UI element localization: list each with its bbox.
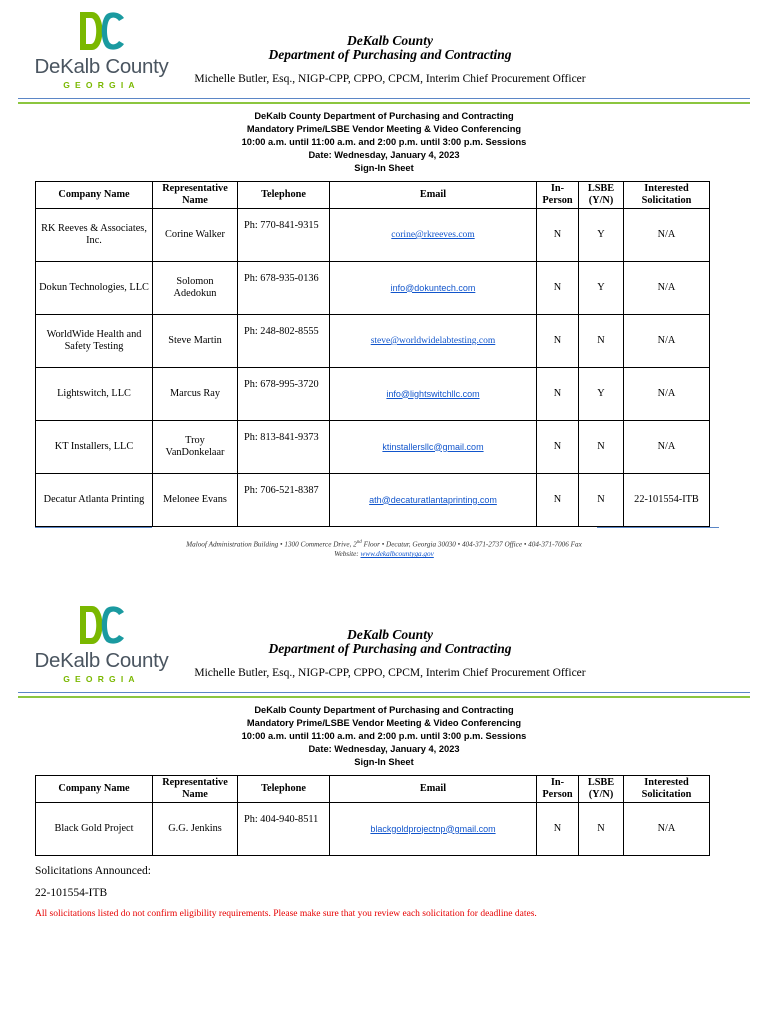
header-rule-green bbox=[18, 696, 750, 698]
col-interested: Interested Solicitation bbox=[624, 776, 710, 803]
telephone: Ph: 813-841-9373 bbox=[238, 421, 330, 474]
dc-logo-mark-icon bbox=[76, 10, 128, 54]
lsbe: Y bbox=[579, 262, 624, 315]
rep-name: G.G. Jenkins bbox=[153, 803, 238, 856]
interested-solicitation: N/A bbox=[624, 803, 710, 856]
company-name: WorldWide Health and Safety Testing bbox=[36, 315, 153, 368]
rep-name: Solomon Adedokun bbox=[153, 262, 238, 315]
meeting-line-1: DeKalb County Department of Purchasing and Contracting bbox=[254, 111, 514, 121]
email-link[interactable]: ath@decaturatlantaprinting.com bbox=[369, 494, 497, 505]
in-person: N bbox=[537, 803, 579, 856]
header-rule-blue bbox=[18, 98, 750, 99]
interested-solicitation: N/A bbox=[624, 262, 710, 315]
company-name: Decatur Atlanta Printing bbox=[36, 474, 153, 527]
header-department: Department of Purchasing and Contracting bbox=[268, 641, 512, 656]
logo-sub: GEORGIA bbox=[63, 80, 140, 90]
rep-name: Melonee Evans bbox=[153, 474, 238, 527]
logo-name: DeKalb County bbox=[34, 649, 169, 672]
interested-solicitation: N/A bbox=[624, 421, 710, 474]
rep-name: Troy VanDonkelaar bbox=[153, 421, 238, 474]
telephone: Ph: 770-841-9315 bbox=[238, 209, 330, 262]
footer bbox=[0, 538, 768, 559]
solicitations-label: Solicitations Announced: bbox=[35, 865, 151, 877]
email-link[interactable]: corine@rkreeves.com bbox=[391, 230, 475, 240]
col-email: Email bbox=[330, 182, 537, 209]
telephone: Ph: 248-802-8555 bbox=[238, 315, 330, 368]
lsbe: N bbox=[579, 474, 624, 527]
lsbe: N bbox=[579, 803, 624, 856]
telephone: Ph: 404-940-8511 bbox=[238, 803, 330, 856]
telephone: Ph: 678-995-3720 bbox=[238, 368, 330, 421]
company-name: RK Reeves & Associates, Inc. bbox=[36, 209, 153, 262]
table-header-row bbox=[36, 776, 710, 803]
header-rule-blue bbox=[18, 692, 750, 693]
footer-website: Website: www.dekalbcountyga.gov bbox=[334, 550, 434, 559]
meeting-line-2: Mandatory Prime/LSBE Vendor Meeting & Video Conferencing bbox=[246, 124, 522, 134]
col-company: Company Name bbox=[36, 182, 153, 209]
table-row bbox=[36, 315, 710, 368]
footer-rule-left bbox=[35, 527, 152, 528]
col-rep: Representative Name bbox=[153, 776, 238, 803]
email-link[interactable]: info@lightswitchllc.com bbox=[386, 388, 480, 399]
col-lsbe: LSBE (Y/N) bbox=[579, 776, 624, 803]
rep-name: Steve Martin bbox=[153, 315, 238, 368]
in-person: N bbox=[537, 421, 579, 474]
in-person: N bbox=[537, 262, 579, 315]
lsbe: Y bbox=[579, 368, 624, 421]
table-row bbox=[36, 209, 710, 262]
email-link[interactable]: ktinstallersllc@gmail.com bbox=[382, 441, 484, 452]
col-in-person: In-Person bbox=[537, 776, 579, 803]
col-interested: Interested Solicitation bbox=[624, 182, 710, 209]
email-link[interactable]: info@dokuntech.com bbox=[390, 282, 476, 293]
dc-logo-mark-icon bbox=[76, 604, 128, 648]
col-telephone: Telephone bbox=[238, 776, 330, 803]
table-row bbox=[36, 262, 710, 315]
col-email: Email bbox=[330, 776, 537, 803]
header-officer: Michelle Butler, Esq., NIGP-CPP, CPPO, CPCM, Interim Chief Procurement Officer bbox=[194, 667, 586, 679]
rep-name: Marcus Ray bbox=[153, 368, 238, 421]
col-lsbe: LSBE (Y/N) bbox=[579, 182, 624, 209]
in-person: N bbox=[537, 368, 579, 421]
footer-rule-right bbox=[597, 527, 719, 528]
company-name: Dokun Technologies, LLC bbox=[36, 262, 153, 315]
lsbe: Y bbox=[579, 209, 624, 262]
header-department: Department of Purchasing and Contracting bbox=[268, 47, 512, 62]
in-person: N bbox=[537, 315, 579, 368]
company-name: Black Gold Project bbox=[36, 803, 153, 856]
company-name: Lightswitch, LLC bbox=[36, 368, 153, 421]
logo-sub: GEORGIA bbox=[63, 674, 140, 684]
dekalb-logo bbox=[34, 604, 169, 684]
table-header-row bbox=[36, 182, 710, 209]
interested-solicitation: N/A bbox=[624, 209, 710, 262]
interested-solicitation: 22-101554-ITB bbox=[624, 474, 710, 527]
solicitation-note: All solicitations listed do not confirm eligibility requirements. Please make sure that you review each solicitation for deadline dates. bbox=[35, 909, 537, 919]
sign-in-title: Sign-In Sheet bbox=[354, 163, 414, 173]
telephone: Ph: 706-521-8387 bbox=[238, 474, 330, 527]
table-row bbox=[36, 803, 710, 856]
header-officer: Michelle Butler, Esq., NIGP-CPP, CPPO, CPCM, Interim Chief Procurement Officer bbox=[194, 73, 586, 85]
rep-name: Corine Walker bbox=[153, 209, 238, 262]
telephone: Ph: 678-935-0136 bbox=[238, 262, 330, 315]
meeting-date: Date: Wednesday, January 4, 2023 bbox=[308, 150, 460, 160]
page-2 bbox=[0, 594, 768, 1024]
col-company: Company Name bbox=[36, 776, 153, 803]
in-person: N bbox=[537, 209, 579, 262]
meeting-line-3: 10:00 a.m. until 11:00 a.m. and 2:00 p.m. until 3:00 p.m. Sessions bbox=[241, 731, 527, 741]
meeting-line-3: 10:00 a.m. until 11:00 a.m. and 2:00 p.m. until 3:00 p.m. Sessions bbox=[241, 137, 527, 147]
header-county: DeKalb County bbox=[347, 627, 433, 642]
logo-name: DeKalb County bbox=[34, 55, 169, 78]
interested-solicitation: N/A bbox=[624, 315, 710, 368]
meeting-date: Date: Wednesday, January 4, 2023 bbox=[308, 744, 460, 754]
solicitation-number: 22-101554-ITB bbox=[35, 887, 108, 899]
lsbe: N bbox=[579, 315, 624, 368]
company-name: KT Installers, LLC bbox=[36, 421, 153, 474]
email-link[interactable]: steve@worldwidelabtesting.com bbox=[370, 336, 496, 346]
meeting-line-2: Mandatory Prime/LSBE Vendor Meeting & Video Conferencing bbox=[246, 718, 522, 728]
meeting-line-1: DeKalb County Department of Purchasing and Contracting bbox=[254, 705, 514, 715]
table-row bbox=[36, 368, 710, 421]
sign-in-title: Sign-In Sheet bbox=[354, 757, 414, 767]
meeting-info bbox=[0, 110, 768, 175]
table-row bbox=[36, 474, 710, 527]
col-rep: Representative Name bbox=[153, 182, 238, 209]
table-row bbox=[36, 421, 710, 474]
lsbe: N bbox=[579, 421, 624, 474]
col-in-person: In-Person bbox=[537, 182, 579, 209]
dekalb-logo bbox=[34, 10, 169, 90]
footer-address: Maloof Administration Building • 1300 Commerce Drive, 2nd Floor • Decatur, Georgia 30030 • 404-371-2737 Office • 404-371-7006 Fax bbox=[186, 540, 582, 549]
website-link[interactable]: www.dekalbcountyga.gov bbox=[360, 550, 434, 559]
header-rule-green bbox=[18, 102, 750, 104]
in-person: N bbox=[537, 474, 579, 527]
col-telephone: Telephone bbox=[238, 182, 330, 209]
sign-in-table bbox=[35, 181, 710, 527]
header-county: DeKalb County bbox=[347, 33, 433, 48]
meeting-info bbox=[0, 704, 768, 769]
email-link[interactable]: blackgoldprojectnp@gmail.com bbox=[370, 823, 496, 834]
interested-solicitation: N/A bbox=[624, 368, 710, 421]
sign-in-table bbox=[35, 775, 710, 856]
